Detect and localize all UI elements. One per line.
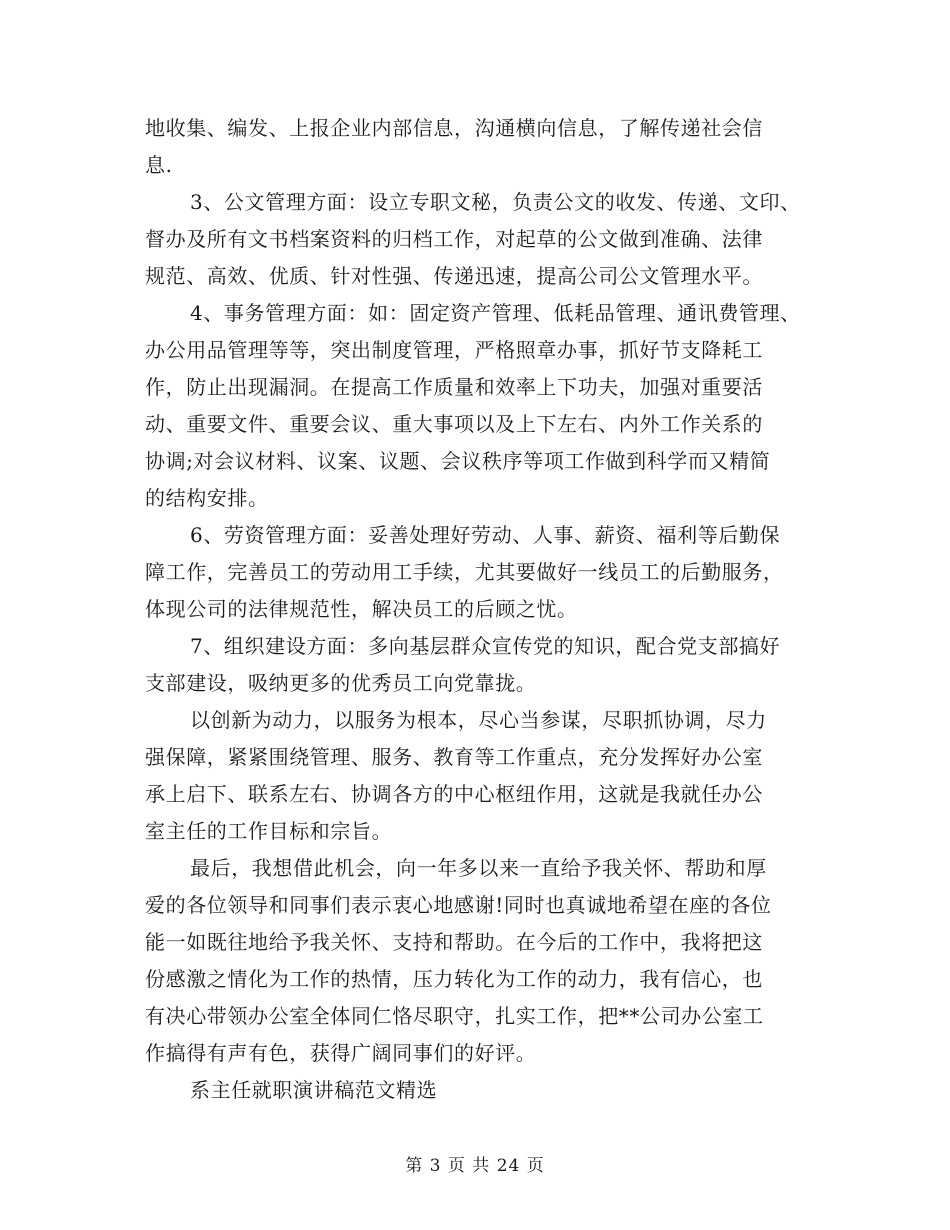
text-line: 作，防止出现漏洞。在提高工作质量和效率上下功夫，加强对重要活 [145,375,763,399]
text-line: 室主任的工作目标和宗旨。 [145,819,393,843]
section-heading: 系主任就职演讲稿范文精选 [190,1078,438,1102]
text-line: 爱的各位领导和同事们表示衷心地感谢!同时也真诚地希望在座的各位 [145,893,772,917]
total-page-count: 24 [496,1156,521,1176]
text-line: 能一如既往地给予我关怀、支持和帮助。在今后的工作中，我将把这 [145,930,763,954]
page-label-prefix: 第 [405,1156,424,1176]
text-line: 有决心带领办公室全体同仁恪尽职守，扎实工作，把**公司办公室工 [145,1004,764,1028]
text-line: 的结构安排。 [145,486,269,510]
text-line: 7、组织建设方面：多向基层群众宣传党的知识，配合党支部搞好 [190,634,781,658]
text-line: 份感激之情化为工作的热情，压力转化为工作的动力，我有信心，也 [145,967,763,991]
text-line: 4、事务管理方面：如：固定资产管理、低耗品管理、通讯费管理、 [190,301,801,325]
text-line: 办公用品管理等等，突出制度管理，严格照章办事，抓好节支降耗工 [145,338,763,362]
text-line: 规范、高效、优质、针对性强、传递迅速，提高公司公文管理水平。 [145,264,763,288]
text-line: 6、劳资管理方面：妥善处理好劳动、人事、薪资、福利等后勤保 [190,523,781,547]
text-line: 息. [145,153,173,177]
text-line: 3、公文管理方面：设立专职文秘，负责公文的收发、传递、文印、 [190,190,801,214]
text-line: 障工作，完善员工的劳动用工手续，尤其要做好一线员工的后勤服务， [145,560,784,584]
text-line: 强保障，紧紧围绕管理、服务、教育等工作重点，充分发挥好办公室 [145,745,763,769]
page-label-mid: 页 共 [447,1156,491,1176]
text-line: 作搞得有声有色，获得广阔同事们的好评。 [145,1041,537,1065]
page-label-suffix: 页 [526,1156,545,1176]
text-line: 以创新为动力，以服务为根本，尽心当参谋，尽职抓协调，尽力 [190,708,767,732]
text-line: 支部建设，吸纳更多的优秀员工向党靠拢。 [145,671,537,695]
current-page-number: 3 [429,1156,442,1176]
page-footer [0,1155,950,1177]
text-line: 承上启下、联系左右、协调各方的中心枢纽作用，这就是我就任办公 [145,782,763,806]
text-line: 体现公司的法律规范性，解决员工的后顾之忧。 [145,597,578,621]
text-line: 地收集、编发、上报企业内部信息，沟通横向信息，了解传递社会信 [145,116,763,140]
text-line: 动、重要文件、重要会议、重大事项以及上下左右、内外工作关系的 [145,412,763,436]
text-line: 督办及所有文书档案资料的归档工作，对起草的公文做到准确、法律 [145,227,763,251]
text-line: 最后，我想借此机会，向一年多以来一直给予我关怀、帮助和厚 [190,856,767,880]
text-line: 协调;对会议材料、议案、议题、会议秩序等项工作做到科学而又精简 [145,449,771,473]
